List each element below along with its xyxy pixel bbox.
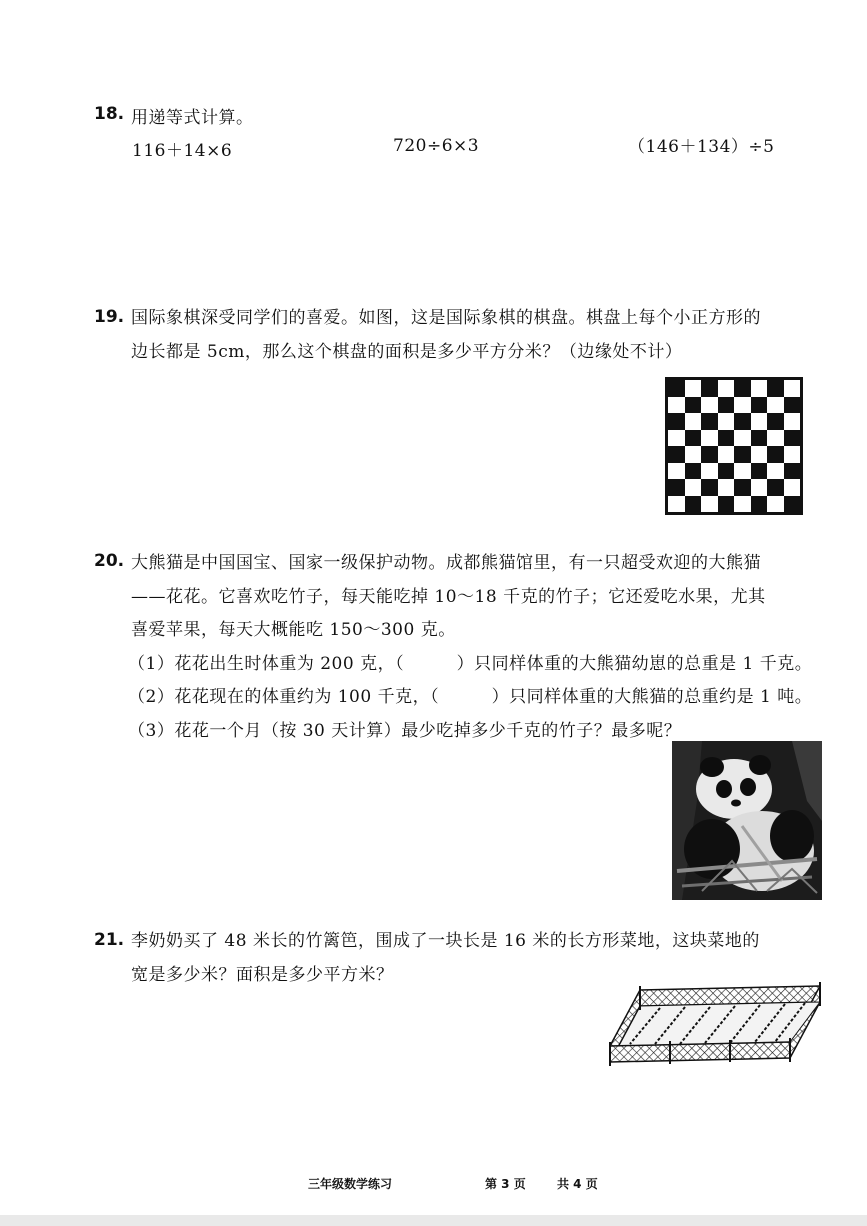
chessboard-square: [701, 397, 718, 414]
chessboard-square: [668, 413, 685, 430]
chessboard-square: [784, 380, 801, 397]
chessboard-square: [784, 479, 801, 496]
question-19-line-1: 国际象棋深受同学们的喜爱。如图，这是国际象棋的棋盘。棋盘上每个小正方形的: [131, 308, 761, 328]
chessboard-square: [685, 479, 702, 496]
chessboard-square: [734, 496, 751, 513]
scan-edge: [0, 1215, 867, 1226]
chessboard-square: [784, 446, 801, 463]
chessboard-square: [767, 446, 784, 463]
chessboard-square: [784, 463, 801, 480]
chessboard-square: [734, 397, 751, 414]
question-21-line-1: 李奶奶买了 48 米长的竹篱笆，围成了一块长是 16 米的长方形菜地，这块菜地的: [131, 931, 760, 951]
chessboard-square: [685, 397, 702, 414]
chessboard-square: [701, 446, 718, 463]
chessboard-square: [751, 463, 768, 480]
question-20-sub-2: （2）花花现在的体重约为 100 千克，（ ）只同样体重的大熊猫的总重约是 1 吨。: [128, 687, 813, 707]
expression-1: 116＋14×6: [132, 141, 233, 161]
footer-page-number: 第 3 页: [485, 1177, 526, 1191]
question-21-line-2: 宽是多少米？面积是多少平方米？: [131, 965, 394, 985]
chessboard-square: [685, 413, 702, 430]
chessboard-square: [734, 446, 751, 463]
chessboard-square: [718, 380, 735, 397]
chessboard-square: [734, 413, 751, 430]
chessboard-figure: [659, 373, 809, 523]
chessboard-square: [718, 479, 735, 496]
chessboard-square: [718, 496, 735, 513]
chessboard-square: [668, 380, 685, 397]
footer-total-pages: 共 4 页: [557, 1177, 598, 1191]
chessboard-square: [751, 496, 768, 513]
chessboard-square: [701, 479, 718, 496]
question-20-line-2: ——花花。它喜欢吃竹子，每天能吃掉 10～18 千克的竹子；它还爱吃水果，尤其: [131, 587, 766, 607]
chessboard-square: [767, 397, 784, 414]
chessboard: [665, 377, 803, 515]
expression-3: （146＋134）÷5: [628, 137, 775, 157]
chessboard-square: [767, 413, 784, 430]
chessboard-square: [701, 430, 718, 447]
chessboard-square: [718, 397, 735, 414]
question-19-number: 19.: [94, 307, 125, 327]
chessboard-square: [767, 496, 784, 513]
expression-2: 720÷6×3: [393, 136, 480, 156]
chessboard-square: [701, 463, 718, 480]
chessboard-square: [767, 430, 784, 447]
chessboard-square: [751, 380, 768, 397]
chessboard-square: [734, 463, 751, 480]
chessboard-square: [751, 397, 768, 414]
chessboard-square: [784, 397, 801, 414]
chessboard-square: [767, 463, 784, 480]
chessboard-square: [668, 446, 685, 463]
chessboard-square: [718, 463, 735, 480]
chessboard-square: [784, 496, 801, 513]
chessboard-square: [718, 430, 735, 447]
chessboard-square: [668, 479, 685, 496]
garden-image: [590, 980, 830, 1070]
panda-image: [672, 741, 822, 900]
chessboard-square: [701, 496, 718, 513]
chessboard-square: [668, 496, 685, 513]
chessboard-square: [718, 413, 735, 430]
chessboard-square: [784, 413, 801, 430]
chessboard-square: [685, 446, 702, 463]
question-20-line-3: 喜爱苹果，每天大概能吃 150～300 克。: [131, 620, 456, 640]
question-20-sub-3: （3）花花一个月（按 30 天计算）最少吃掉多少千克的竹子？最多呢？: [128, 721, 682, 741]
chessboard-square: [685, 430, 702, 447]
chessboard-square: [751, 446, 768, 463]
chessboard-square: [701, 380, 718, 397]
chessboard-square: [701, 413, 718, 430]
chessboard-square: [784, 430, 801, 447]
question-19-line-2: 边长都是 5cm，那么这个棋盘的面积是多少平方分米？（边缘处不计）: [131, 342, 683, 362]
chessboard-square: [734, 479, 751, 496]
question-20-line-1: 大熊猫是中国国宝、国家一级保护动物。成都熊猫馆里，有一只超受欢迎的大熊猫: [131, 553, 761, 573]
chessboard-square: [751, 413, 768, 430]
chessboard-square: [751, 430, 768, 447]
footer-subject: 三年级数学练习: [308, 1177, 393, 1191]
fenced-garden-figure: [590, 980, 830, 1070]
question-18-number: 18.: [94, 104, 125, 124]
question-20-number: 20.: [94, 551, 125, 571]
chessboard-square: [734, 380, 751, 397]
question-18-title: 用递等式计算。: [131, 108, 254, 128]
chessboard-square: [718, 446, 735, 463]
panda-photo: [672, 741, 822, 900]
question-20-sub-1: （1）花花出生时体重为 200 克，（ ）只同样体重的大熊猫幼崽的总重是 1 千克。: [128, 654, 813, 674]
chessboard-square: [734, 430, 751, 447]
chessboard-square: [685, 496, 702, 513]
chessboard-square: [668, 397, 685, 414]
chessboard-square: [685, 463, 702, 480]
chessboard-square: [668, 430, 685, 447]
chessboard-square: [668, 463, 685, 480]
chessboard-square: [685, 380, 702, 397]
chessboard-square: [767, 479, 784, 496]
chessboard-square: [751, 479, 768, 496]
chessboard-square: [767, 380, 784, 397]
question-21-number: 21.: [94, 930, 125, 950]
